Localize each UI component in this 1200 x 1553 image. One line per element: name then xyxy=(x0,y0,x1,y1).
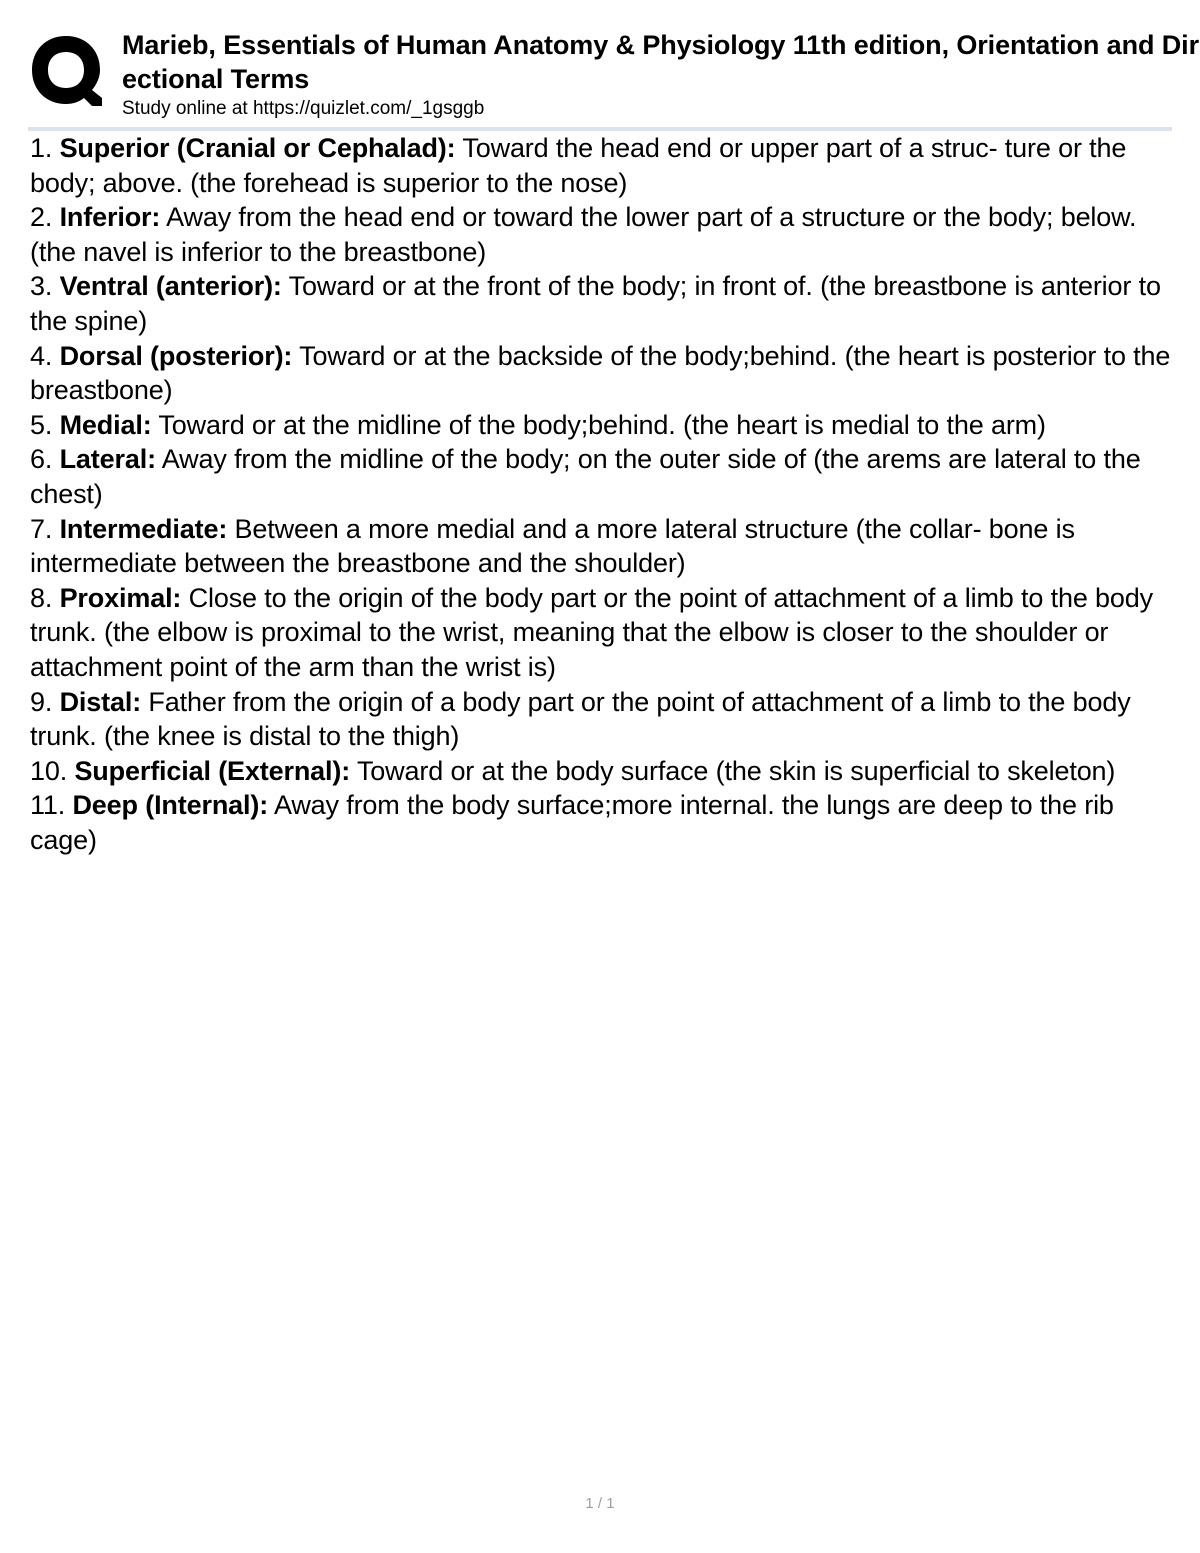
term-number: 1. xyxy=(30,133,53,163)
term-number: 9. xyxy=(30,686,53,717)
term-name: Ventral (anterior): xyxy=(59,271,282,302)
term-number: 6. xyxy=(30,444,53,475)
term-item xyxy=(30,581,1180,685)
term-name: Intermediate: xyxy=(59,513,228,544)
term-name: Superior (Cranial or Cephalad): xyxy=(59,133,456,163)
header-text xyxy=(122,28,1200,121)
term-name: Inferior: xyxy=(59,202,161,233)
term-number: 11. xyxy=(30,790,66,821)
term-number: 8. xyxy=(30,582,53,613)
study-link-text: Study online at https://quizlet.com/_1gsggb xyxy=(122,98,485,119)
term-item xyxy=(30,788,1180,857)
term-item xyxy=(30,339,1180,408)
term-definition: Toward the head end or upper part of a struc- ture or the body; above. (the forehead is superior to the nose) xyxy=(30,133,1127,198)
document-header xyxy=(28,28,1200,124)
term-definition: Away from the body surface;more internal. the lungs are deep to the rib cage) xyxy=(30,790,1114,855)
term-definition: Toward or at the midline of the body;behind. (the heart is medial to the arm) xyxy=(158,409,1046,440)
term-number: 10. xyxy=(30,755,68,786)
term-definition: Toward or at the front of the body; in front of. (the breastbone is anterior to the spine) xyxy=(30,271,1161,336)
term-name: Superficial (External): xyxy=(74,755,351,786)
term-definition: Between a more medial and a more lateral structure (the collar- bone is intermediate between the breastbone and the shoulder) xyxy=(30,513,1075,579)
quizlet-q-logo-icon xyxy=(28,32,104,108)
term-number: 4. xyxy=(30,340,53,371)
document-title: Marieb, Essentials of Human Anatomy & Physiology 11th edition, Orientation and Directional Terms xyxy=(122,30,1199,94)
term-definition: Away from the midline of the body; on the outer side of (the arems are lateral to the chest) xyxy=(30,444,1141,509)
term-definition: Toward or at the body surface (the skin is superficial to skeleton) xyxy=(356,755,1116,786)
term-item xyxy=(30,685,1180,754)
term-definition: Toward or at the backside of the body;behind. (the heart is posterior to the breastbone) xyxy=(30,340,1171,406)
term-name: Dorsal (posterior): xyxy=(59,340,293,371)
term-name: Lateral: xyxy=(59,444,156,475)
term-item xyxy=(30,200,1180,269)
term-name: Medial: xyxy=(59,409,152,440)
term-item xyxy=(30,408,1180,443)
term-definition: Close to the origin of the body part or the point of attachment of a limb to the body trunk. (the elbow is proximal to the wrist, meaning that the elbow is closer to the shoulder or attachment point of the arm than the wrist is) xyxy=(30,582,1153,682)
term-definition: Away from the head end or toward the lower part of a structure or the body; below. (the navel is inferior to the breastbone) xyxy=(30,202,1137,267)
term-name: Deep (Internal): xyxy=(72,790,269,821)
term-number: 2. xyxy=(30,202,53,233)
term-item xyxy=(30,512,1180,581)
term-definition: Father from the origin of a body part or the point of attachment of a limb to the body trunk. (the knee is distal to the thigh) xyxy=(30,686,1131,752)
page-indicator: 1 / 1 xyxy=(585,1495,615,1512)
term-number: 3. xyxy=(30,271,53,302)
term-number: 7. xyxy=(30,513,53,544)
term-item xyxy=(30,442,1180,511)
term-number: 5. xyxy=(30,409,53,440)
term-item xyxy=(30,131,1180,200)
term-name: Distal: xyxy=(59,686,142,717)
term-name: Proximal: xyxy=(59,582,182,613)
term-item xyxy=(30,269,1180,338)
terms-list xyxy=(30,131,1180,857)
term-item xyxy=(30,754,1180,789)
